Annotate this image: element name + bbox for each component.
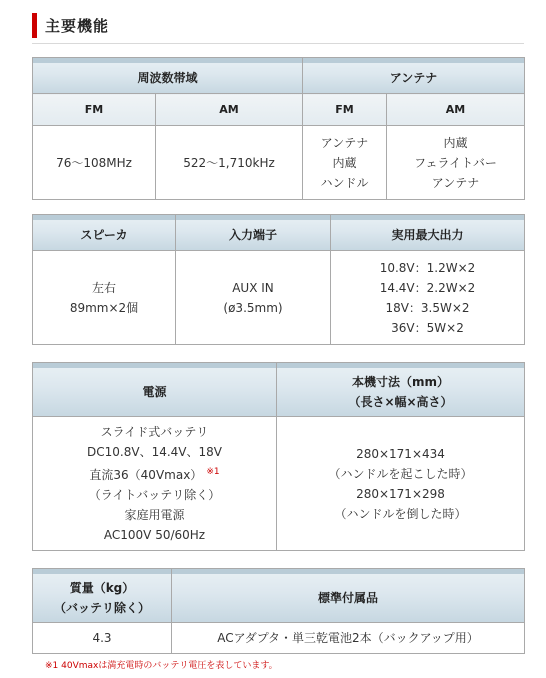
input-line: (ø3.5mm): [223, 300, 283, 315]
power-line: スライド式バッテリ: [100, 425, 209, 439]
power-line: AC100V 50/60Hz: [103, 528, 206, 542]
dimensions-cell: [277, 417, 525, 551]
header-am: AM: [156, 94, 303, 126]
title-accent-bar: [32, 13, 37, 38]
am-antenna-line: 内蔵: [443, 135, 468, 150]
accessories-table: [32, 568, 525, 654]
dimensions-header-line: （長さ×幅×高さ）: [348, 394, 453, 409]
fm-antenna-line: 内蔵: [332, 155, 357, 170]
dimensions-line: （ハンドルを起こした時）: [328, 466, 473, 481]
speaker-line: 左右: [91, 280, 116, 295]
power-line-text: 直流36（40Vmax）: [89, 468, 203, 482]
power-line: （ライトバッテリ除く）: [88, 488, 221, 502]
dimensions-line: （ハンドルを倒した時）: [334, 506, 467, 521]
speaker-line: 89mm×2個: [69, 300, 139, 315]
am-antenna-cell: [387, 126, 525, 200]
header-power: 電源: [33, 363, 277, 417]
accessories-cell: ACアダプタ・単三乾電池2本（バックアップ用）: [172, 623, 525, 654]
header-output: 実用最大出力: [331, 215, 525, 251]
footnote-mark: ※1: [206, 467, 220, 477]
header-fm: FM: [33, 94, 156, 126]
output-line: 14.4V：2.2W×2: [379, 280, 476, 295]
frequency-table: [32, 57, 525, 200]
weight-header-line: （バッテリ除く）: [53, 600, 150, 615]
section-header: [32, 11, 524, 44]
header-am-antenna: AM: [387, 94, 525, 126]
header-input: 入力端子: [176, 215, 331, 251]
audio-table: [32, 214, 525, 345]
weight-header-line: 質量（kg）: [69, 580, 135, 595]
header-antenna: アンテナ: [303, 58, 525, 94]
header-accessories: 標準付属品: [172, 569, 525, 623]
footnote: ※1 40Vmaxは満充電時のバッテリ電圧を表しています。: [45, 661, 278, 671]
input-cell: [176, 251, 331, 345]
header-frequency-band: 周波数帯域: [33, 58, 303, 94]
fm-antenna-line: アンテナ: [320, 135, 369, 150]
header-weight: [33, 569, 172, 623]
page-title: 主要機能: [45, 17, 110, 35]
header-dimensions: [277, 363, 525, 417]
dimensions-line: 280×171×298: [356, 486, 445, 501]
output-line: 10.8V：1.2W×2: [379, 260, 476, 275]
am-antenna-line: アンテナ: [431, 175, 480, 190]
dimensions-header-line: 本機寸法（mm）: [351, 374, 449, 389]
power-line: DC10.8V、14.4V、18V: [87, 445, 222, 459]
fm-range-cell: 76～108MHz: [33, 126, 156, 200]
am-range-cell: 522～1,710kHz: [156, 126, 303, 200]
input-line: AUX IN: [232, 280, 274, 295]
output-cell: [331, 251, 525, 345]
speaker-cell: [33, 251, 176, 345]
power-cell: [33, 417, 277, 551]
output-line: 18V：3.5W×2: [385, 300, 470, 315]
fm-antenna-line: ハンドル: [320, 175, 369, 190]
power-table: [32, 362, 525, 551]
header-speaker: スピーカ: [33, 215, 176, 251]
header-fm-antenna: FM: [303, 94, 387, 126]
power-line: [33, 462, 276, 485]
fm-antenna-cell: [303, 126, 387, 200]
weight-cell: 4.3: [33, 623, 172, 654]
power-line: 家庭用電源: [124, 508, 185, 522]
output-line: 36V：5W×2: [391, 320, 464, 335]
am-antenna-line: フェライトバー: [414, 155, 497, 170]
dimensions-line: 280×171×434: [356, 446, 445, 461]
